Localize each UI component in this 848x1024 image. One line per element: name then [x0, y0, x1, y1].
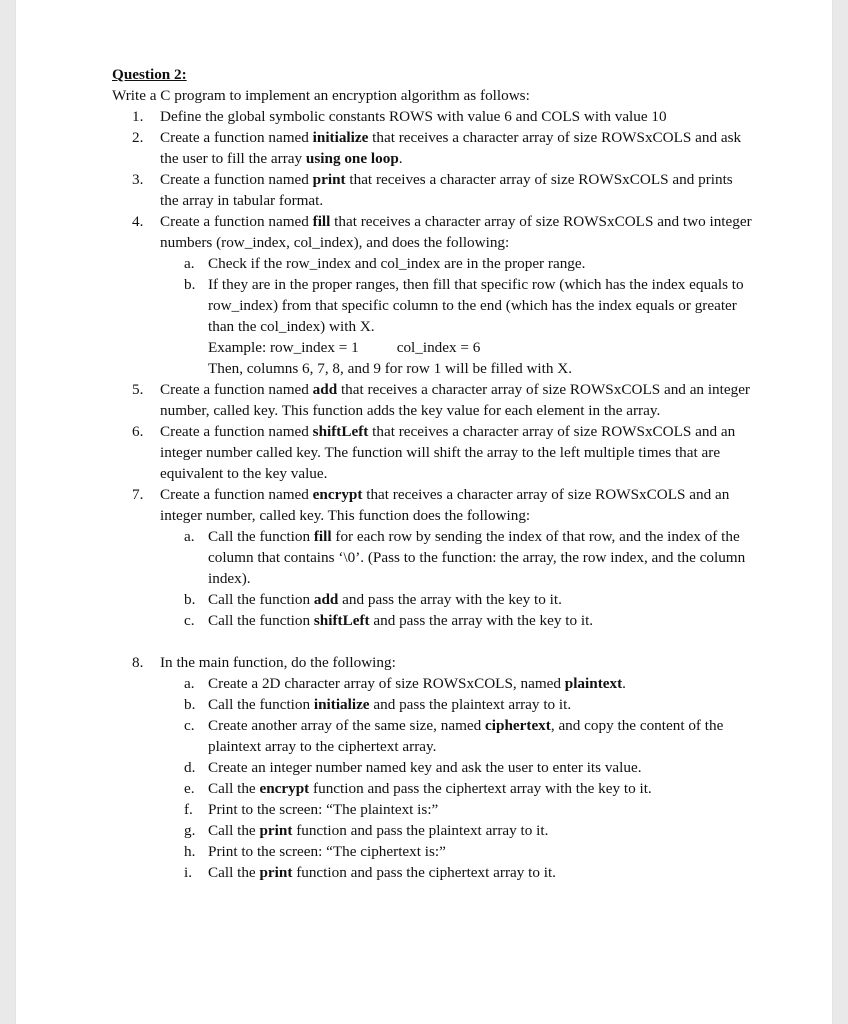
- sub-item-text: , and copy the content of the plaintext array to the ciphertext array.: [208, 717, 724, 755]
- sub-item-letter: a.: [184, 528, 195, 545]
- emphasis-using-one-loop: using one loop: [305, 150, 399, 167]
- example-col-index: col_index = 6: [396, 339, 481, 356]
- sub-item-text: Call the function: [208, 696, 314, 713]
- function-name-shiftleft: shiftLeft: [312, 423, 369, 440]
- list-item-3: [112, 169, 752, 211]
- sub-item-text: Call the function: [208, 612, 314, 629]
- sub-item-e: [160, 778, 752, 799]
- sub-item-letter: c.: [184, 612, 195, 629]
- question-intro: Write a C program to implement an encryption algorithm as follows:: [112, 87, 530, 104]
- function-name-print: print: [312, 171, 346, 188]
- sub-item-letter: b.: [184, 276, 196, 293]
- item-text: that receives a character array of size ROWSxCOLS and ask the user to fill the array: [160, 129, 742, 167]
- list-item-6: [112, 421, 752, 484]
- item-text: Create a function named: [160, 423, 313, 440]
- document-page: [16, 0, 832, 1024]
- function-name-initialize: initialize: [313, 696, 370, 713]
- question-title: Question 2:: [112, 66, 187, 83]
- function-name-print: print: [259, 822, 293, 839]
- sub-item-b: [160, 589, 752, 610]
- list-item-5: [112, 379, 752, 421]
- item-text: that receives a character array of size ROWSxCOLS and prints the array in tabular format.: [160, 171, 733, 209]
- sub-item-letter: i.: [184, 864, 193, 881]
- sub-item-c: [160, 715, 752, 757]
- sub-item-text: function and pass the ciphertext array to it.: [292, 864, 556, 881]
- list-item-4: [112, 211, 752, 379]
- sub-item-letter: a.: [184, 675, 195, 692]
- item-number: 8.: [132, 654, 144, 671]
- item-number: 2.: [132, 129, 144, 146]
- sub-item-text: Print to the screen: “The ciphertext is:”: [208, 843, 446, 860]
- example-line: [208, 337, 752, 358]
- sub-item-g: [160, 820, 752, 841]
- sub-item-letter: g.: [184, 822, 196, 839]
- requirements-list: [112, 106, 752, 883]
- item-text: that receives a character array of size ROWSxCOLS and an integer number, called key. This function adds the key value for each element in the array.: [160, 381, 750, 419]
- fill-sub-list: [160, 253, 752, 379]
- sub-item-text: Create a 2D character array of size ROWSxCOLS, named: [208, 675, 565, 692]
- sub-item-letter: d.: [184, 759, 196, 776]
- example-row-index: Example: row_index = 1: [208, 339, 359, 356]
- sub-item-text: Create an integer number named key and ask the user to enter its value.: [208, 759, 642, 776]
- function-name-add: add: [312, 381, 338, 398]
- item-text: Create a function named: [160, 171, 313, 188]
- sub-item-text: Print to the screen: “The plaintext is:”: [208, 801, 439, 818]
- list-item-1: [112, 106, 752, 127]
- item-number: 4.: [132, 213, 144, 230]
- sub-item-letter: c.: [184, 717, 195, 734]
- sub-item-a: [160, 673, 752, 694]
- sub-item-text: and pass the array with the key to it.: [369, 612, 594, 629]
- name-ciphertext: ciphertext: [485, 717, 551, 734]
- sub-item-text: If they are in the proper ranges, then fill that specific row (which has the index equals to row_index) from that specific column to the end (which has the index equals or greater than the col_index) with X.: [208, 276, 744, 335]
- item-text: Create a function named: [160, 129, 313, 146]
- item-number: 1.: [132, 108, 144, 125]
- sub-item-b: [160, 694, 752, 715]
- sub-item-d: [160, 757, 752, 778]
- function-name-shiftleft: shiftLeft: [313, 612, 370, 629]
- sub-item-letter: b.: [184, 696, 196, 713]
- sub-item-text: function and pass the plaintext array to it.: [292, 822, 549, 839]
- list-item-2: [112, 127, 752, 169]
- function-name-initialize: initialize: [312, 129, 369, 146]
- item-number: 7.: [132, 486, 144, 503]
- sub-item-text: and pass the plaintext array to it.: [369, 696, 572, 713]
- sub-item-letter: b.: [184, 591, 196, 608]
- item-text: that receives a character array of size ROWSxCOLS and two integer numbers (row_index, col_index), and does the following:: [160, 213, 752, 251]
- sub-item-letter: h.: [184, 843, 196, 860]
- main-sub-list: [160, 673, 752, 883]
- sub-item-text: Create another array of the same size, named: [208, 717, 486, 734]
- function-name-encrypt: encrypt: [312, 486, 363, 503]
- function-name-encrypt: encrypt: [259, 780, 310, 797]
- item-number: 6.: [132, 423, 144, 440]
- item-text: .: [398, 150, 403, 167]
- sub-item-text: function and pass the ciphertext array with the key to it.: [309, 780, 652, 797]
- item-number: 5.: [132, 381, 144, 398]
- sub-item-letter: e.: [184, 780, 195, 797]
- sub-item-a: [160, 526, 752, 589]
- sub-item-text: Call the: [208, 864, 260, 881]
- function-name-fill: fill: [313, 528, 332, 545]
- sub-item-c: [160, 610, 752, 631]
- item-text: Define the global symbolic constants ROWS with value 6 and COLS with value 10: [160, 108, 667, 125]
- sub-item-a: [160, 253, 752, 274]
- encrypt-sub-list: [160, 526, 752, 631]
- sub-item-letter: f.: [184, 801, 193, 818]
- sub-item-text: Call the function: [208, 591, 314, 608]
- sub-item-text: Call the: [208, 822, 260, 839]
- sub-item-text: for each row by sending the index of that row, and the index of the column that contains ‘\0’. (Pass to the function: the array, the row index, and the column index).: [208, 528, 746, 587]
- name-plaintext: plaintext: [564, 675, 623, 692]
- sub-item-h: [160, 841, 752, 862]
- function-name-fill: fill: [312, 213, 331, 230]
- sub-item-text: .: [622, 675, 626, 692]
- function-name-print: print: [259, 864, 293, 881]
- sub-item-i: [160, 862, 752, 883]
- question-content: [112, 64, 752, 883]
- item-text: Create a function named: [160, 381, 313, 398]
- item-number: 3.: [132, 171, 144, 188]
- sub-item-b: [160, 274, 752, 379]
- sub-item-text: and pass the array with the key to it.: [338, 591, 562, 608]
- item-text: Create a function named: [160, 486, 313, 503]
- sub-item-text: Call the function: [208, 528, 314, 545]
- item-text: that receives a character array of size ROWSxCOLS and an integer number, called key. This function does the following:: [160, 486, 730, 524]
- sub-item-f: [160, 799, 752, 820]
- list-item-8: [112, 652, 752, 883]
- sub-item-text: Check if the row_index and col_index are in the proper range.: [208, 255, 586, 272]
- item-text: In the main function, do the following:: [160, 654, 396, 671]
- function-name-add: add: [313, 591, 339, 608]
- sub-item-letter: a.: [184, 255, 195, 272]
- item-text: Create a function named: [160, 213, 313, 230]
- item-text: that receives a character array of size ROWSxCOLS and an integer number called key. The function will shift the array to the left multiple times that are equivalent to the key value.: [160, 423, 736, 482]
- list-item-7: [112, 484, 752, 652]
- sub-item-text: Call the: [208, 780, 260, 797]
- example-result: Then, columns 6, 7, 8, and 9 for row 1 will be filled with X.: [208, 360, 573, 377]
